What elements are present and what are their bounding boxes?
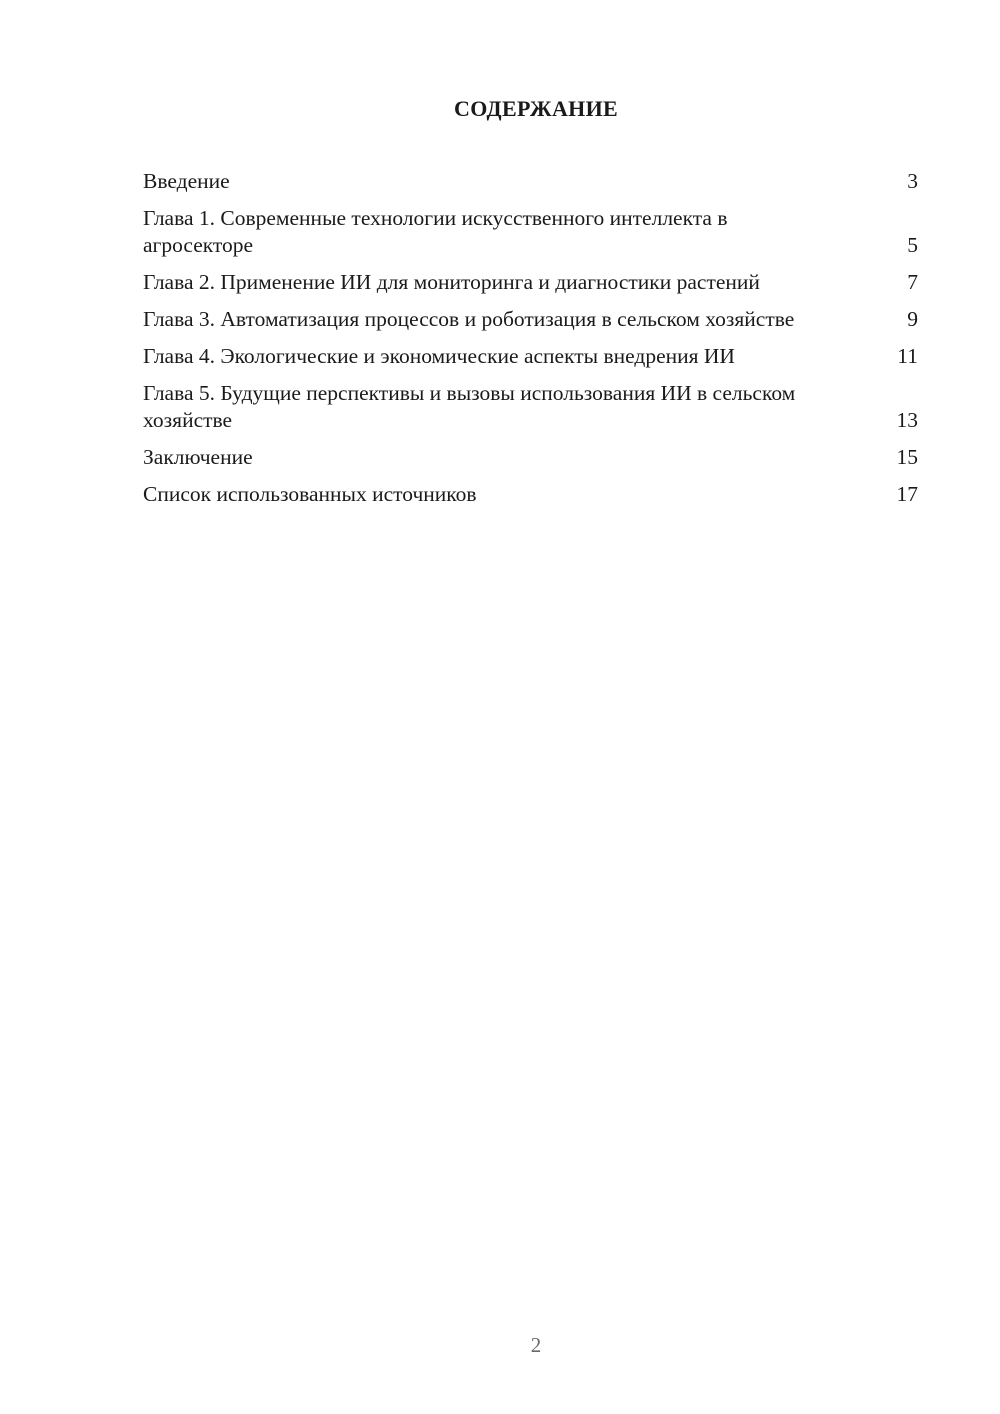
toc-entry-conclusion	[143, 444, 918, 471]
toc-entry-text: Глава 3. Автоматизация процессов и роботизация в сельском хозяйстве	[143, 307, 795, 331]
table-of-contents	[143, 168, 918, 518]
toc-entry-chapter-2	[143, 269, 918, 296]
toc-entry-chapter-1	[143, 205, 918, 259]
toc-entry-references	[143, 481, 918, 508]
toc-entry-page: 5	[907, 233, 918, 257]
toc-entry-text: Список использованных источников	[143, 482, 477, 506]
toc-entry-page: 11	[897, 344, 918, 368]
toc-entry-page: 15	[896, 445, 918, 469]
toc-entry-text: Введение	[143, 169, 230, 193]
toc-entry-chapter-5	[143, 380, 918, 434]
toc-entry-page: 13	[896, 408, 918, 432]
toc-entry-page: 7	[907, 270, 918, 294]
toc-entry-text: Глава 4. Экологические и экономические аспекты внедрения ИИ	[143, 344, 735, 368]
toc-entry-page: 17	[896, 482, 918, 506]
toc-entry-page: 9	[907, 307, 918, 331]
page-number: 2	[530, 1333, 542, 1357]
toc-entry-chapter-4	[143, 343, 918, 370]
toc-entry-page: 3	[907, 169, 918, 193]
toc-entry-text: Глава 1. Современные технологии искусственного интеллекта в агросекторе	[143, 206, 728, 257]
page-title: СОДЕРЖАНИЕ	[454, 96, 618, 121]
toc-entry-text: Глава 5. Будущие перспективы и вызовы использования ИИ в сельском хозяйстве	[143, 381, 796, 432]
toc-entry-text: Глава 2. Применение ИИ для мониторинга и диагностики растений	[143, 270, 760, 294]
toc-entry-chapter-3	[143, 306, 918, 333]
toc-entry-text: Заключение	[143, 445, 253, 469]
toc-entry-introduction	[143, 168, 918, 195]
